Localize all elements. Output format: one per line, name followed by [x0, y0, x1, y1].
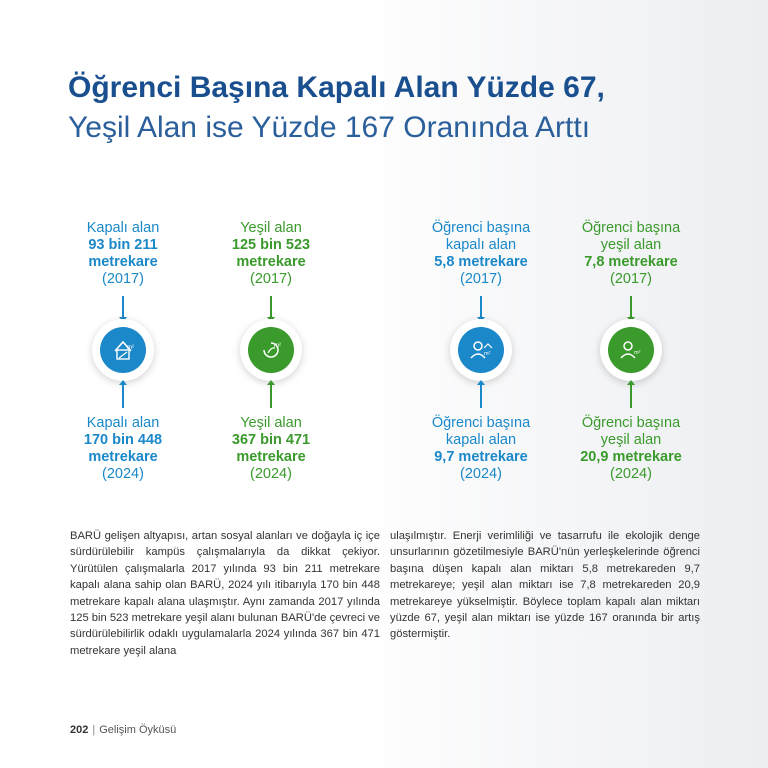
- stat-value: 9,7 metrekare: [434, 449, 528, 465]
- arrow-up: [480, 384, 482, 408]
- student-indoor-area-icon: [467, 336, 495, 364]
- stat-label-2: kapalı alan: [445, 432, 517, 448]
- svg-text:m²: m²: [634, 350, 641, 356]
- stat-value: 125 bin 523: [231, 237, 311, 253]
- stat-label-2: yeşil alan: [600, 432, 662, 448]
- stat-icon-badge: [450, 319, 512, 381]
- stat-label-2: yeşil alan: [600, 237, 662, 253]
- stat-2017: [196, 220, 346, 288]
- svg-text:m²: m²: [274, 343, 281, 349]
- arrow-down: [480, 296, 482, 318]
- stat-2024: [556, 415, 706, 483]
- stat-2017: [556, 220, 706, 288]
- student-green-area-icon: [617, 336, 645, 364]
- stat-unit: metrekare: [236, 254, 306, 270]
- body-paragraph-right: ulaşılmıştır. Enerji verimliliği ve tasarrufu ile ekolojik denge unsurlarının gözetilmesiyle BARÜ'nün yerleşkelerinde öğrenci başına düşen kapalı alan miktarı 5,8 metrekareden 9,7 metrekareye; yeşil alan miktarı ise 7,8 metrekareden 20,9 metrekareye yükselmiştir. Böylece toplam kapalı alan miktarı yüzde 67, yeşil alan miktarı ise yüzde 167 oranında bir artış göstermiştir.: [390, 530, 700, 641]
- arrow-down: [270, 296, 272, 318]
- stat-unit: metrekare: [236, 449, 306, 465]
- stat-2017: [48, 220, 198, 288]
- stat-value: 367 bin 471: [231, 432, 311, 448]
- stat-label: Yeşil alan: [240, 415, 302, 431]
- stat-label: Öğrenci başına: [431, 220, 531, 236]
- stat-icon-badge: [240, 319, 302, 381]
- stat-column-student-green-area: [556, 220, 706, 490]
- arrow-up: [630, 384, 632, 408]
- stat-2017: [406, 220, 556, 288]
- stat-value: 170 bin 448: [83, 432, 163, 448]
- building-area-icon: [110, 337, 136, 363]
- stat-value: 7,8 metrekare: [584, 254, 678, 270]
- title-line-1: Öğrenci Başına Kapalı Alan Yüzde 67,: [68, 71, 605, 104]
- stat-value: 93 bin 211: [88, 237, 158, 253]
- page-title: [68, 68, 728, 148]
- stat-icon-badge: [92, 319, 154, 381]
- stat-year: (2017): [460, 271, 502, 287]
- stat-2024: [196, 415, 346, 483]
- arrow-up: [122, 384, 124, 408]
- stat-column-green-area: [196, 220, 346, 490]
- stat-label: Kapalı alan: [86, 415, 160, 431]
- stat-label: Öğrenci başına: [581, 220, 681, 236]
- stat-year: (2024): [610, 466, 652, 482]
- stat-year: (2024): [460, 466, 502, 482]
- stat-year: (2017): [250, 271, 292, 287]
- green-area-icon: [258, 337, 284, 363]
- stat-label: Öğrenci başına: [581, 415, 681, 431]
- title-line-2: Yeşil Alan ise Yüzde 167 Oranında Arttı: [68, 111, 591, 144]
- stat-column-student-closed-area: [406, 220, 556, 490]
- stat-year: (2017): [610, 271, 652, 287]
- page-footer: [70, 724, 176, 736]
- stat-2024: [406, 415, 556, 483]
- stat-year: (2017): [102, 271, 144, 287]
- stat-label: Yeşil alan: [240, 220, 302, 236]
- stat-unit: metrekare: [88, 449, 158, 465]
- stat-year: (2024): [250, 466, 292, 482]
- arrow-down: [122, 296, 124, 318]
- stat-value: 5,8 metrekare: [434, 254, 528, 270]
- stat-icon-badge: [600, 319, 662, 381]
- arrow-down: [630, 296, 632, 318]
- page-number: 202: [70, 724, 89, 736]
- svg-text:m²: m²: [127, 345, 134, 351]
- stat-label-2: kapalı alan: [445, 237, 517, 253]
- svg-text:m²: m²: [484, 351, 491, 357]
- stat-year: (2024): [102, 466, 144, 482]
- stat-label: Öğrenci başına: [431, 415, 531, 431]
- body-paragraph-left: BARÜ gelişen altyapısı, artan sosyal alanları ve doğayla iç içe sürdürülebilir kampüs çalışmalarıyla da dikkat çekiyor. Yürütülen çalışmalarla 2017 yılında 93 bin 211 metrekare kapalı alana sahip olan BARÜ, 2024 yılı itibarıyla 170 bin 448 metrekare kapalı alana ulaşmıştır. Aynı zamanda 2017 yılında 125 bin 523 metrekare yeşil alanı bulunan BARÜ'de çevreci ve sürdürülebilirlik odaklı uygulamalarla 2024 yılında 367 bin 471 metrekare yeşil alana: [70, 530, 380, 657]
- stat-unit: metrekare: [88, 254, 158, 270]
- arrow-up: [270, 384, 272, 408]
- stat-2024: [48, 415, 198, 483]
- footer-separator: |: [92, 724, 96, 736]
- section-name: Gelişim Öyküsü: [99, 724, 177, 736]
- stat-column-closed-area: [48, 220, 198, 490]
- stat-value: 20,9 metrekare: [580, 449, 682, 465]
- stat-label: Kapalı alan: [86, 220, 160, 236]
